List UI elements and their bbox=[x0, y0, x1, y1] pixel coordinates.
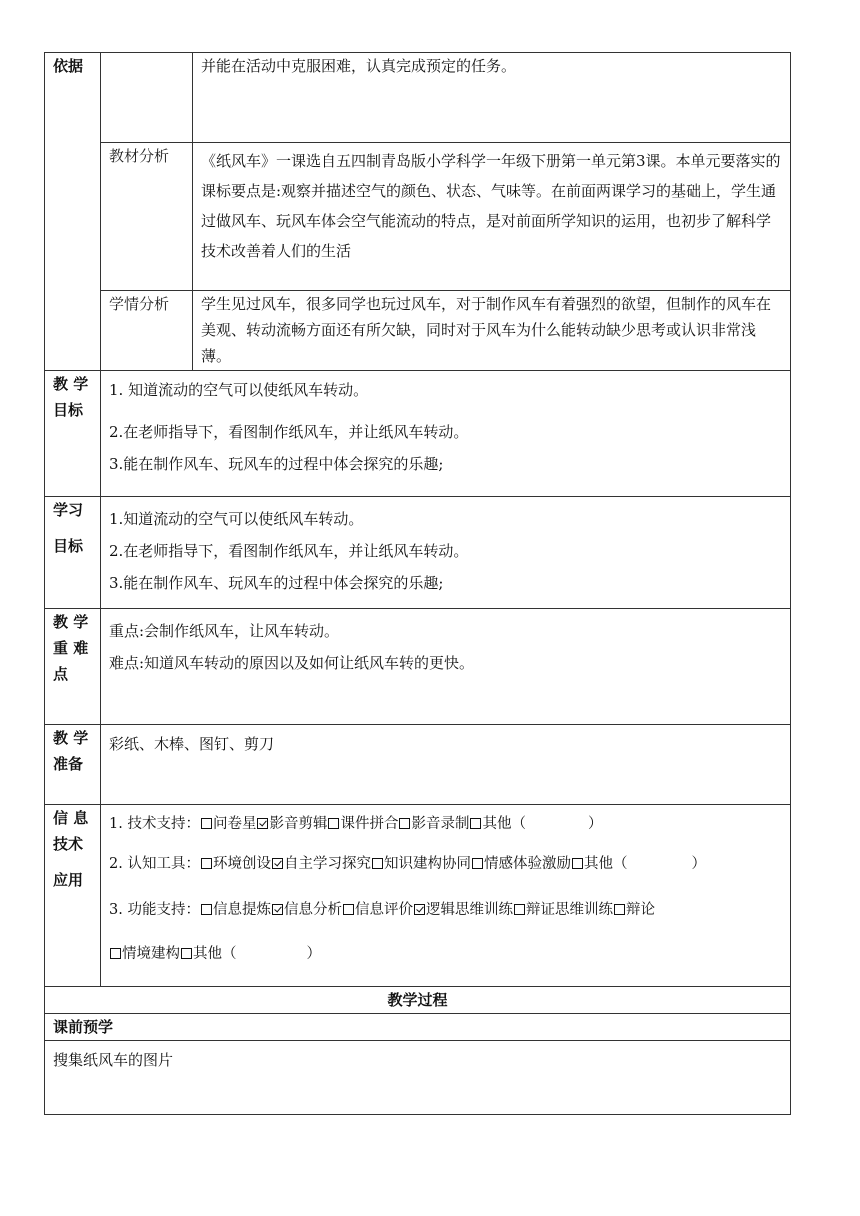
checkbox-label: 信息提炼 bbox=[212, 902, 271, 918]
unchecked-box-icon[interactable] bbox=[201, 904, 212, 915]
learning-goal-item: 2.在老师指导下，看图制作纸风车，并让纸风车转动。 bbox=[109, 542, 469, 560]
key-point-text: 重点:会制作纸风车，让风车转动。 bbox=[109, 622, 340, 640]
learning-goal-item: 3.能在制作风车、玩风车的过程中体会探究的乐趣; bbox=[109, 574, 444, 592]
info-tech-row bbox=[45, 805, 791, 987]
checkbox-label: 影音录制 bbox=[411, 816, 470, 832]
info-tech-label: 信 息 技术 应用 bbox=[45, 805, 101, 987]
checkbox-label: 问卷星 bbox=[212, 816, 257, 832]
checkbox-label: 逻辑思维训练 bbox=[425, 902, 513, 918]
teaching-goals-label: 教 学 目标 bbox=[45, 371, 101, 497]
unchecked-box-icon[interactable] bbox=[514, 904, 525, 915]
unchecked-box-icon[interactable] bbox=[372, 858, 383, 869]
checkbox-label: 课件拼合 bbox=[340, 816, 399, 832]
unchecked-box-icon[interactable] bbox=[614, 904, 625, 915]
unchecked-box-icon[interactable] bbox=[572, 858, 583, 869]
student-analysis-row bbox=[45, 291, 791, 371]
checkbox-option[interactable] bbox=[180, 946, 237, 962]
checkbox-label: 辩证思维训练 bbox=[525, 902, 613, 918]
learning-goal-item: 1.知道流动的空气可以使纸风车转动。 bbox=[109, 510, 364, 528]
checked-box-icon[interactable] bbox=[414, 904, 425, 915]
checkbox-option[interactable] bbox=[271, 902, 342, 918]
student-analysis-text: 学生见过风车，很多同学也玩过风车，对于制作风车有着强烈的欲望，但制作的风车在美观、转动流畅方面还有所欠缺，同时对于风车为什么能转动缺少思考或认识非常浅薄。 bbox=[193, 291, 791, 371]
tech-support-line: 1. 技术支持： 问卷星 影音剪辑 课件拼合 影音录制 其他（ ） bbox=[109, 816, 603, 832]
checkbox-label: 影音剪辑 bbox=[269, 816, 328, 832]
unchecked-box-icon[interactable] bbox=[201, 818, 212, 829]
checkbox-option[interactable] bbox=[200, 856, 271, 872]
unchecked-box-icon[interactable] bbox=[110, 948, 121, 959]
teaching-goal-item: 1. 知道流动的空气可以使纸风车转动。 bbox=[109, 381, 369, 399]
checkbox-label: 其他（ bbox=[193, 946, 237, 962]
checkbox-option[interactable] bbox=[327, 816, 398, 832]
preparation-row bbox=[45, 725, 791, 805]
teaching-goal-item: 3.能在制作风车、玩风车的过程中体会探究的乐趣; bbox=[109, 455, 444, 473]
checkbox-option[interactable] bbox=[513, 902, 613, 918]
checkbox-option[interactable] bbox=[271, 856, 371, 872]
checkbox-option[interactable] bbox=[371, 856, 471, 872]
unchecked-box-icon[interactable] bbox=[201, 858, 212, 869]
checked-box-icon[interactable] bbox=[272, 904, 283, 915]
process-title: 教学过程 bbox=[45, 987, 791, 1014]
learning-goals-list bbox=[101, 497, 791, 609]
checkbox-option[interactable] bbox=[571, 856, 628, 872]
preview-text: 搜集纸风车的图片 bbox=[45, 1041, 791, 1115]
function-support-line: 3. 功能支持： 信息提炼 信息分析 信息评价 逻辑思维训练 辩证思维训练 辩论 bbox=[109, 902, 655, 918]
checkbox-option[interactable] bbox=[471, 856, 571, 872]
learning-goals-label: 学习 目标 bbox=[45, 497, 101, 609]
checkbox-label: 情境建构 bbox=[122, 946, 180, 962]
checkbox-label: 其他（ bbox=[482, 816, 526, 832]
textbook-analysis-text: 《纸风车》一课选自五四制青岛版小学科学一年级下册第一单元第3课。本单元要落实的课标要点是:观察并描述空气的颜色、状态、气味等。在前面两课学习的基础上，学生通过做风车、玩风车体会空气能流动的特点，是对前面所学知识的运用，也初步了解科学技术改善着人们的生活 bbox=[193, 143, 791, 291]
checkbox-option[interactable] bbox=[613, 902, 655, 918]
learning-goals-row bbox=[45, 497, 791, 609]
checkbox-label: 辩论 bbox=[625, 902, 655, 918]
textbook-analysis-row bbox=[45, 143, 791, 291]
preview-label-row bbox=[45, 1014, 791, 1041]
function-support-line-2: 情境建构 其他（ ） bbox=[109, 943, 782, 965]
key-points-row bbox=[45, 609, 791, 725]
checkbox-label: 自主学习探究 bbox=[283, 856, 371, 872]
teaching-goals-list bbox=[101, 371, 791, 497]
checkbox-option[interactable] bbox=[469, 816, 526, 832]
preview-label: 课前预学 bbox=[45, 1014, 791, 1041]
unchecked-box-icon[interactable] bbox=[181, 948, 192, 959]
checkbox-label: 情感体验激励 bbox=[483, 856, 571, 872]
basis-standard-row bbox=[45, 53, 791, 143]
key-points-content bbox=[101, 609, 791, 725]
standard-text: 并能在活动中克服困难，认真完成预定的任务。 bbox=[193, 53, 791, 143]
checkbox-option[interactable] bbox=[256, 816, 327, 832]
key-points-label: 教 学 重 难 点 bbox=[45, 609, 101, 725]
unchecked-box-icon[interactable] bbox=[328, 818, 339, 829]
checked-box-icon[interactable] bbox=[272, 858, 283, 869]
difficult-point-text: 难点:知道风车转动的原因以及如何让纸风车转的更快。 bbox=[109, 654, 475, 672]
preparation-text: 彩纸、木棒、图钉、剪刀 bbox=[101, 725, 791, 805]
unchecked-box-icon[interactable] bbox=[399, 818, 410, 829]
checkbox-label: 知识建构协同 bbox=[383, 856, 471, 872]
checkbox-option[interactable] bbox=[200, 902, 271, 918]
unchecked-box-icon[interactable] bbox=[472, 858, 483, 869]
preview-content-row bbox=[45, 1041, 791, 1115]
preparation-label: 教 学 准备 bbox=[45, 725, 101, 805]
checked-box-icon[interactable] bbox=[257, 818, 268, 829]
student-analysis-label: 学情分析 bbox=[101, 291, 193, 371]
checkbox-option[interactable] bbox=[413, 902, 513, 918]
checkbox-option[interactable] bbox=[398, 816, 469, 832]
checkbox-label: 信息评价 bbox=[354, 902, 413, 918]
checkbox-option[interactable] bbox=[200, 816, 257, 832]
info-tech-content bbox=[101, 805, 791, 987]
cognitive-tools-line: 2. 认知工具： 环境创设 自主学习探究 知识建构协同 情感体验激励 其他（ ） bbox=[109, 856, 706, 872]
textbook-analysis-label: 教材分析 bbox=[101, 143, 193, 291]
teaching-goal-item: 2.在老师指导下，看图制作纸风车，并让纸风车转动。 bbox=[109, 423, 469, 441]
unchecked-box-icon[interactable] bbox=[343, 904, 354, 915]
teaching-goals-row bbox=[45, 371, 791, 497]
lesson-plan-table bbox=[44, 52, 791, 1115]
basis-label: 依据 bbox=[45, 53, 101, 371]
checkbox-option[interactable] bbox=[109, 946, 180, 962]
process-title-row bbox=[45, 987, 791, 1014]
checkbox-label: 信息分析 bbox=[283, 902, 342, 918]
checkbox-label: 环境创设 bbox=[212, 856, 271, 872]
unchecked-box-icon[interactable] bbox=[470, 818, 481, 829]
checkbox-label: 其他（ bbox=[583, 856, 628, 872]
checkbox-option[interactable] bbox=[342, 902, 413, 918]
